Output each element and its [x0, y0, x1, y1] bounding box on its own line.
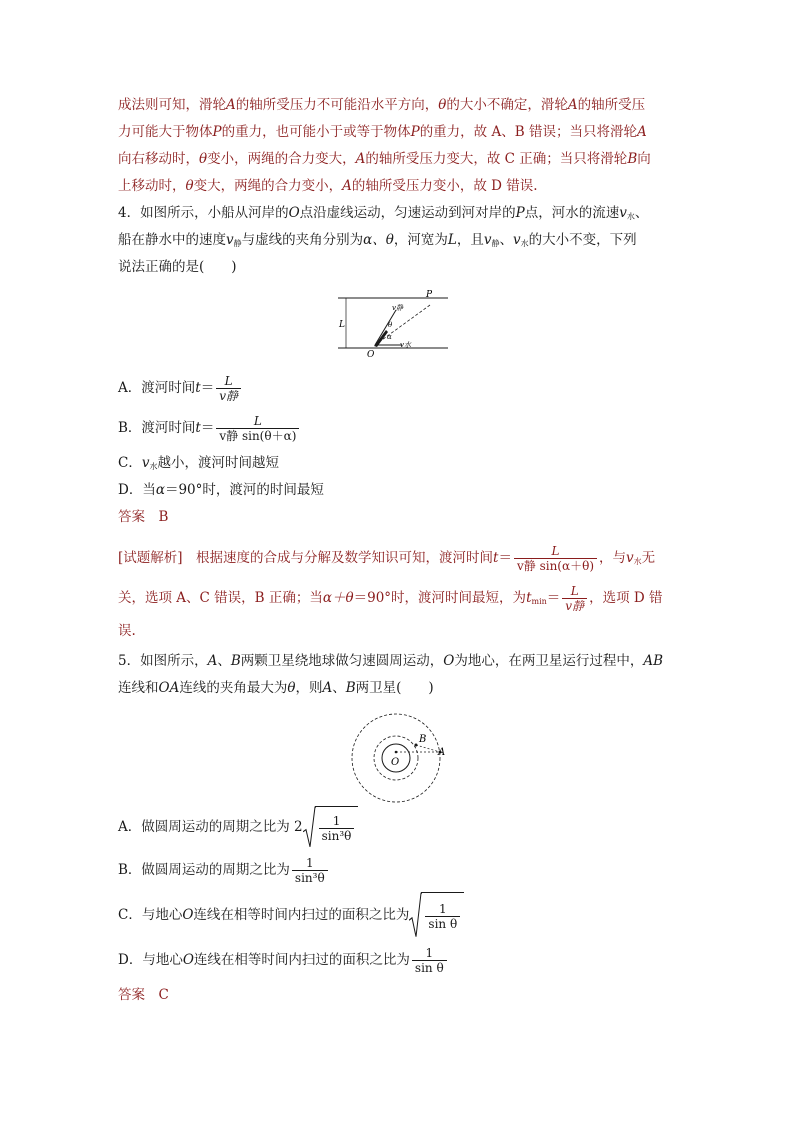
orbit-figure — [346, 712, 450, 804]
denominator: sin³θ — [321, 829, 352, 843]
text: 点沿虚线运动，匀速运动到河对岸的 — [299, 205, 516, 221]
numerator: L — [216, 414, 299, 429]
prev-solution — [118, 92, 678, 200]
fraction — [216, 414, 299, 443]
answer-value: C — [158, 987, 169, 1003]
text: ，选项 D 错 — [589, 590, 663, 606]
var: L — [447, 232, 457, 248]
text: 连线的夹角最大为 — [179, 680, 288, 696]
text: 两卫星( ) — [355, 680, 434, 696]
q4-option-b: B．渡河时间t＝ $\frac{L}{\text{v静 sin(θ＋α)}}$ — [118, 406, 678, 450]
denominator: v静 sin(α＋θ) — [516, 559, 594, 573]
label-O: O — [367, 350, 375, 360]
var: v — [619, 205, 627, 221]
q5-option-c — [118, 892, 678, 938]
var: A — [567, 97, 578, 113]
q4-explanation: [试题解析] 根据速度的合成与分解及数学知识可知，渡河时间t＝ $\frac{L}{\text{v静 sin(α＋θ)}}$ ，与$v_水$无 关，选项 A、C 错误，B 正确；当α＋θ＝90°时，渡河时间最短，为$t_{min}=$ $\frac{L}{\text{v静}}$ ，选项 D 错 误. — [118, 544, 663, 639]
text: ，与 — [599, 550, 626, 566]
q4-answer — [118, 504, 678, 531]
var: O — [288, 205, 300, 221]
numerator: 1 — [412, 946, 447, 961]
river-crossing-figure — [330, 290, 460, 365]
text: 连线和 — [118, 680, 159, 696]
question-5 — [118, 648, 678, 702]
boat-icon — [374, 330, 388, 347]
text: B．渡河时间 — [118, 420, 196, 436]
var: B — [627, 151, 638, 167]
q5-options — [118, 806, 678, 1009]
var: A — [342, 178, 352, 194]
var: t — [195, 420, 201, 436]
explanation-tag: [试题解析] — [118, 550, 183, 566]
text: 连线在相等时间内扫过的面积之比为 — [193, 907, 410, 923]
var: P — [212, 124, 222, 140]
fraction — [562, 584, 587, 613]
text: A．渡河时间 — [118, 380, 196, 396]
label-A: A — [438, 747, 446, 758]
text: 上移动时， — [118, 178, 186, 194]
text: 关，选项 A、C 错误，B 正确；当 — [118, 590, 323, 606]
text: 的轴所受压力变小，故 D 错误. — [351, 178, 538, 194]
text: ，河宽为 — [393, 232, 448, 248]
text: 4．如图所示，小船从河岸的 — [118, 205, 289, 221]
var: α — [155, 482, 165, 498]
label-v-still: v静 — [392, 304, 403, 312]
text: D．与地心 — [118, 952, 183, 968]
sqrt — [409, 892, 464, 939]
var: v — [483, 232, 492, 248]
var: θ — [438, 97, 447, 113]
text: 的轴所受压力变大，故 C 正确；当只将滑轮 — [365, 151, 628, 167]
subscript: min — [531, 597, 547, 606]
text: A．做圆周运动的周期之比为 2 — [118, 819, 303, 835]
var: v — [513, 232, 521, 248]
numerator: 1 — [425, 902, 460, 917]
var: AB — [643, 653, 664, 669]
fraction — [412, 946, 447, 975]
text: 点，河水的流速 — [524, 205, 620, 221]
answer-value: B — [158, 509, 169, 525]
text: 、 — [499, 232, 513, 248]
text: 力可能大于物体 — [118, 124, 213, 140]
numerator: L — [514, 544, 597, 559]
var: O — [182, 907, 194, 923]
satellite-B — [415, 744, 418, 747]
text: 的重力，故 A、B 错误；当只将滑轮 — [419, 124, 637, 140]
var: t — [195, 380, 201, 396]
text: 的轴所受压 — [577, 97, 646, 113]
var: α＋θ — [322, 590, 354, 606]
label-P: P — [426, 290, 433, 300]
text: D．当 — [118, 482, 156, 498]
q5-answer — [118, 982, 678, 1009]
label-alpha: α — [387, 333, 392, 341]
label-theta: θ — [388, 321, 393, 329]
text: ＝90°时，渡河的时间最短 — [164, 482, 324, 498]
text: 的轴所受压力不可能沿水平方向， — [235, 97, 439, 113]
numerator: 1 — [319, 814, 355, 829]
numerator: L — [562, 584, 587, 599]
q4-option-c — [118, 450, 678, 477]
text: 成法则可知，滑轮 — [118, 97, 226, 113]
var: P — [410, 124, 420, 140]
text: 为地心，在两卫星运行过程中， — [454, 653, 644, 669]
text: 根据速度的合成与分解及数学知识可知，渡河时间 — [196, 550, 494, 566]
label-B: B — [419, 734, 427, 745]
text: 5．如图所示， — [118, 653, 208, 669]
label-O: O — [391, 757, 400, 768]
q5-option-d — [118, 938, 678, 982]
question-4 — [118, 200, 678, 281]
subscript: 静 — [491, 239, 500, 248]
numerator: L — [216, 374, 241, 389]
subscript: 水 — [633, 557, 642, 566]
var: B — [345, 680, 356, 696]
line-AB — [416, 745, 440, 752]
var: A — [636, 124, 647, 140]
var: θ — [287, 680, 296, 696]
numerator: 1 — [292, 856, 328, 871]
q4-option-d — [118, 477, 678, 504]
text: 误. — [118, 623, 136, 639]
text: B．做圆周运动的周期之比为 — [118, 862, 290, 878]
text: 、 — [217, 653, 231, 669]
var: A — [322, 680, 333, 696]
var: t — [526, 590, 532, 606]
fraction — [425, 902, 460, 931]
var: v — [626, 550, 634, 566]
denominator: sin³θ — [294, 871, 325, 885]
answer-label: 答案 — [118, 509, 145, 525]
answer-label: 答案 — [118, 987, 145, 1003]
subscript: 水 — [520, 239, 529, 248]
var: O — [443, 653, 455, 669]
q5-option-a — [118, 806, 678, 848]
text: 的大小不变，下列 — [528, 232, 637, 248]
q4-options — [118, 370, 678, 531]
text: ，且 — [456, 232, 484, 248]
q4-option-a: A．渡河时间t＝ $\frac{L}{\text{v静}}$ — [118, 370, 678, 406]
text: 说法正确的是( ) — [118, 259, 237, 275]
var: θ — [199, 151, 208, 167]
var: α、θ — [363, 232, 394, 248]
var: t — [493, 550, 499, 566]
text: 两颗卫星绕地球做匀速圆周运动， — [240, 653, 444, 669]
var: A — [207, 653, 218, 669]
text: 、 — [332, 680, 346, 696]
fraction — [514, 544, 597, 573]
denominator: sin θ — [428, 917, 458, 931]
text: 向右移动时， — [118, 151, 199, 167]
var: B — [230, 653, 241, 669]
denominator: v静 — [219, 389, 238, 403]
q5-option-b — [118, 848, 678, 892]
var: v — [141, 455, 150, 471]
text: 、 — [634, 205, 649, 221]
text: 越小，渡河时间越短 — [157, 455, 279, 471]
text: 向 — [637, 151, 651, 167]
text: 的大小不确定，滑轮 — [446, 97, 568, 113]
text: C．与地心 — [118, 907, 183, 923]
var: A — [355, 151, 366, 167]
text: ，则 — [295, 680, 323, 696]
var: OA — [158, 680, 180, 696]
subscript: 水 — [149, 462, 158, 471]
text: 变大，两绳的合力变小， — [193, 178, 343, 194]
subscript: 水 — [626, 212, 635, 221]
text: 无 — [641, 550, 656, 566]
label-v-water: v水 — [400, 341, 411, 349]
v-still-arrow — [375, 310, 396, 345]
text: C． — [118, 455, 142, 471]
var: v — [226, 232, 234, 248]
denominator: v静 — [565, 599, 585, 613]
radical-sign — [303, 806, 316, 849]
fraction — [292, 856, 328, 885]
subscript: 静 — [233, 239, 242, 248]
text: 变小，两绳的合力变大， — [207, 151, 356, 167]
text: 船在静水中的速度 — [118, 232, 226, 248]
fraction — [216, 374, 241, 403]
label-L: L — [339, 320, 345, 330]
text: 与虚线的夹角分别为 — [241, 232, 364, 248]
var: A — [226, 97, 236, 113]
text: 的重力，也可能小于或等于物体 — [221, 124, 411, 140]
fraction — [319, 814, 355, 843]
radical-sign — [409, 892, 422, 939]
denominator: v静 sin(θ＋α) — [219, 429, 297, 443]
var: θ — [185, 178, 194, 194]
text: ＝90°时，渡河时间最短，为 — [353, 590, 527, 606]
denominator: sin θ — [414, 961, 444, 975]
var: O — [182, 952, 194, 968]
var: P — [515, 205, 525, 221]
text: 连线在相等时间内扫过的面积之比为 — [193, 952, 410, 968]
sqrt — [303, 806, 359, 849]
